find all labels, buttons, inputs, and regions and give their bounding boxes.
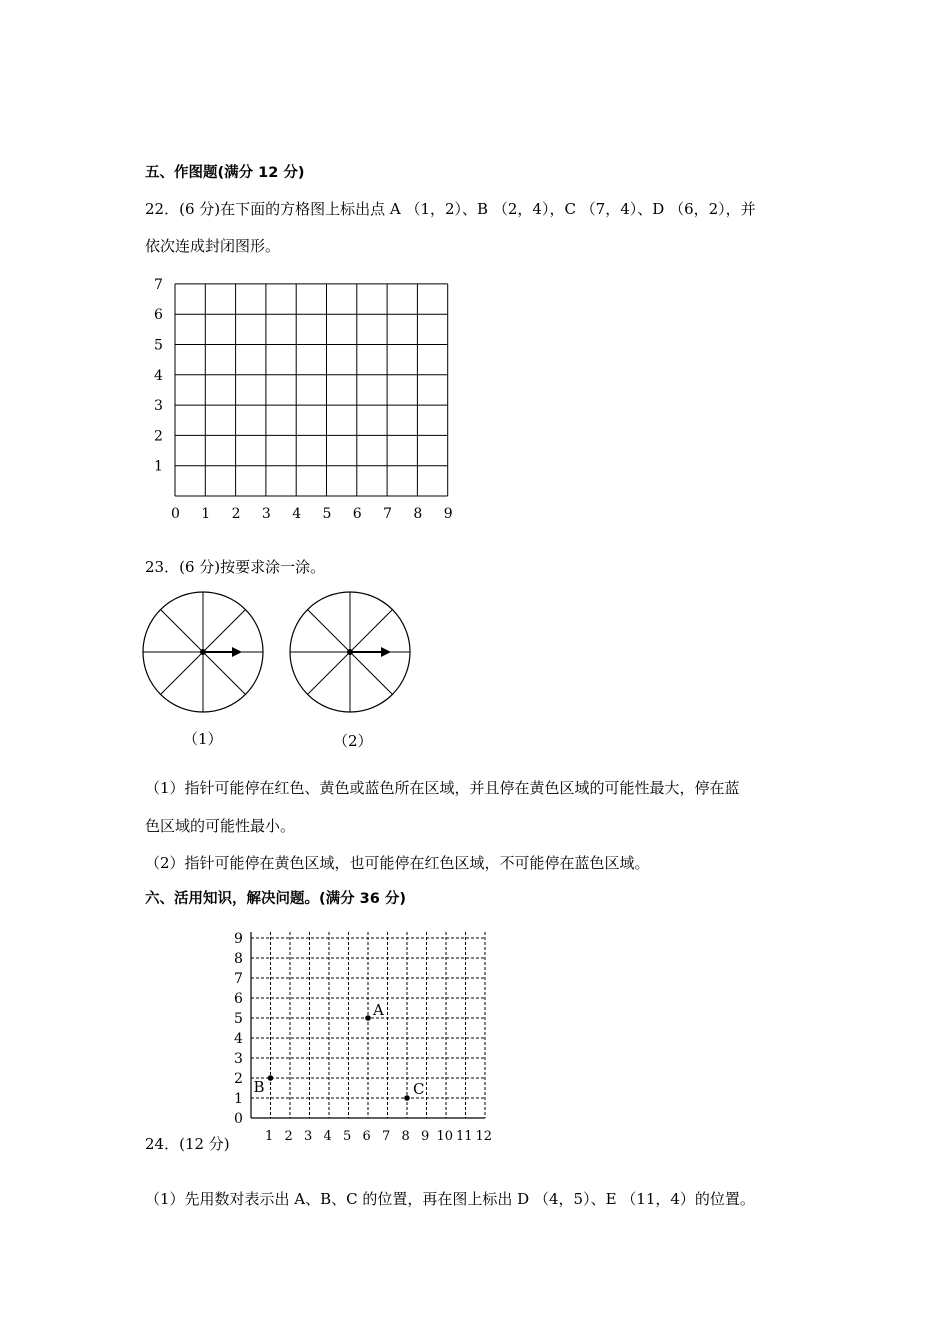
- grid24-x-tick-label: 4: [323, 1129, 332, 1144]
- grid22-y-tick-label: 7: [154, 276, 163, 293]
- grid24-point-label: C: [413, 1080, 425, 1098]
- grid24-x-tick-label: 1: [265, 1129, 274, 1144]
- grid24-y-tick-label: 2: [234, 1071, 243, 1087]
- q23-text: 23．(6 分)按要求涂一涂。: [145, 558, 326, 576]
- q22-text-line2: 依次连成封闭图形。: [145, 237, 281, 255]
- grid22-x-tick-label: 2: [231, 506, 241, 522]
- pointer-arrow-icon: [350, 647, 391, 657]
- grid22-x-tick-label: 8: [413, 506, 423, 522]
- grid22-x-tick-label: 1: [201, 506, 211, 522]
- q23-req1-line1: （1）指针可能停在红色、黄色或蓝色所在区域，并且停在黄色区域的可能性最大，停在蓝: [145, 779, 740, 797]
- grid24-y-tick-label: 7: [234, 971, 243, 987]
- grid22-x-tick-label: 6: [352, 506, 362, 522]
- grid24-x-tick-label: 3: [304, 1129, 313, 1144]
- q24-coordinate-grid[interactable]: [225, 925, 505, 1145]
- grid24-point-C[interactable]: [404, 1095, 410, 1101]
- grid24-point-label: B: [253, 1078, 265, 1096]
- grid22-y-tick-label: 3: [154, 398, 163, 415]
- grid24-x-tick-label: 11: [456, 1129, 473, 1144]
- grid22-x-tick-label: 7: [383, 506, 393, 522]
- grid24-x-tick-label: 8: [401, 1129, 410, 1144]
- grid22-y-tick-label: 6: [154, 307, 163, 324]
- grid22-y-tick-label: 5: [154, 337, 163, 354]
- q23-req1-line2: 色区域的可能性最小。: [145, 817, 296, 835]
- grid24-x-tick-label: 9: [421, 1129, 430, 1144]
- grid22-x-tick-label: 5: [322, 506, 332, 522]
- grid24-y-tick-label: 9: [234, 931, 243, 947]
- grid24-x-tick-label: 2: [284, 1129, 293, 1144]
- grid24-y-tick-label: 3: [234, 1051, 243, 1067]
- q22-text-line1: 22．(6 分)在下面的方格图上标出点 A （1，2）、B （2，4），C （7，4）、D （6，2），并: [145, 200, 756, 218]
- grid22-x-tick-label: 0: [171, 506, 180, 522]
- grid22-x-tick-label: 9: [443, 506, 453, 522]
- grid24-point-A[interactable]: [365, 1015, 371, 1021]
- grid22-x-tick-label: 4: [292, 506, 302, 522]
- grid24-point-label: A: [373, 1001, 384, 1019]
- section6-heading: 六、活用知识，解决问题。(满分 36 分): [145, 891, 407, 907]
- grid24-y-tick-label: 1: [234, 1091, 243, 1107]
- q23-req2: （2）指针可能停在黄色区域，也可能停在红色区域，不可能停在蓝色区域。: [145, 854, 650, 872]
- grid22-x-tick-label: 3: [261, 506, 271, 522]
- grid24-y-tick-label: 0: [234, 1111, 243, 1127]
- spinner-1[interactable]: [138, 587, 268, 717]
- spinner-1-label: （1）: [183, 730, 223, 748]
- grid24-x-tick-label: 10: [436, 1129, 454, 1144]
- q24-sub1: （1）先用数对表示出 A、B、C 的位置，再在图上标出 D （4，5）、E （11，4）的位置。: [145, 1190, 755, 1208]
- grid22-y-tick-label: 1: [154, 458, 163, 475]
- grid22-y-tick-label: 2: [154, 428, 163, 445]
- grid24-x-tick-label: 12: [475, 1129, 493, 1144]
- q22-coordinate-grid[interactable]: [140, 275, 470, 525]
- grid22-y-tick-label: 4: [154, 367, 163, 384]
- grid24-y-tick-label: 5: [234, 1011, 243, 1027]
- grid24-y-tick-label: 4: [234, 1031, 243, 1047]
- q24-label: 24．(12 分): [145, 1135, 230, 1153]
- spinner-2-label: （2）: [333, 732, 373, 750]
- grid24-y-tick-label: 6: [234, 991, 243, 1007]
- spinner-2[interactable]: [285, 587, 415, 717]
- grid24-x-tick-label: 7: [382, 1129, 391, 1144]
- pointer-arrow-icon: [203, 647, 242, 657]
- grid24-point-B[interactable]: [268, 1075, 274, 1081]
- grid24-y-tick-label: 8: [234, 951, 243, 967]
- grid24-x-tick-label: 5: [343, 1129, 352, 1144]
- section5-heading: 五、作图题(满分 12 分): [145, 165, 305, 181]
- grid24-x-tick-label: 6: [362, 1129, 371, 1144]
